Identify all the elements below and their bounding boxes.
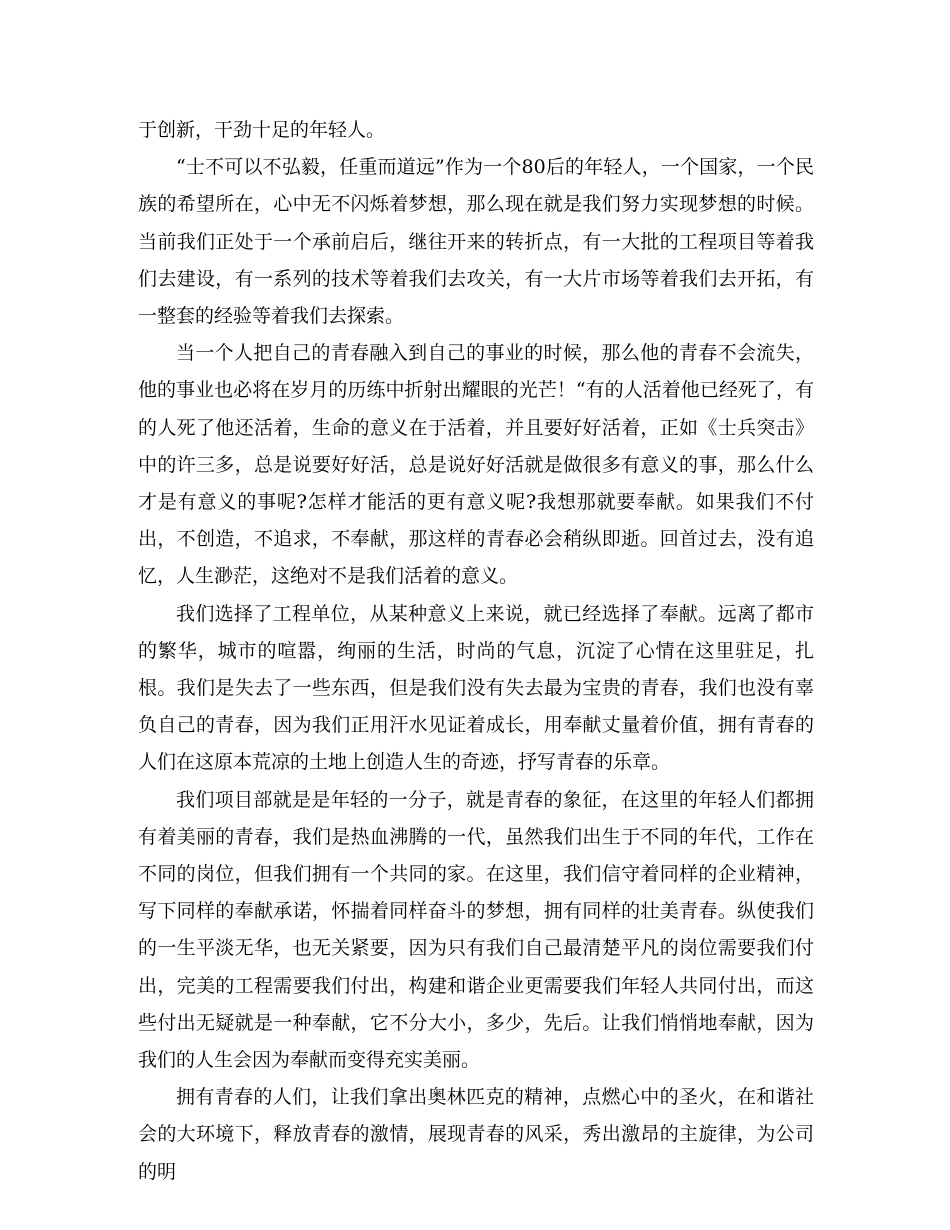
paragraph-4: 我们选择了工程单位，从某种意义上来说，就已经选择了奉献。远离了都市的繁华，城市的喧嚣，绚丽的生活，时尚的气息，沉淀了心情在这里驻足，扎根。我们是失去了一些东西，但是我们没有失去最为宝贵的青春，我们也没有辜负自己的青春，因为我们正用汗水见证着成长，用奉献丈量着价值，拥有青春的人们在这原本荒凉的土地上创造人生的奇迹，抒写青春的乐章。 — [138, 602, 814, 774]
paragraph-5: 我们项目部就是是年轻的一分子，就是青春的象征，在这里的年轻人们都拥有着美丽的青春，我们是热血沸腾的一代，虽然我们出生于不同的年代，工作在不同的岗位，但我们拥有一个共同的家。在这里，我们信守着同样的企业精神，写下同样的奉献承诺，怀揣着同样奋斗的梦想，拥有同样的壮美青春。纵使我们的一生平淡无华，也无关紧要，因为只有我们自己最清楚平凡的岗位需要我们付出，完美的工程需要我们付出，构建和谐企业更需要我们年轻人共同付出，而这些付出无疑就是一种奉献，它不分大小，多少，先后。让我们悄悄地奉献，因为我们的人生会因为奉献而变得充实美丽。 — [138, 788, 814, 1072]
paragraph-3: 当一个人把自己的青春融入到自己的事业的时候，那么他的青春不会流失，他的事业也必将在岁月的历练中折射出耀眼的光芒！“有的人活着他已经死了，有的人死了他还活着，生命的意义在于活着，并且要好好活着，正如《士兵突击》中的许三多，总是说要好好活，总是说好好活就是做很多有意义的事，那么什么才是有意义的事呢?怎样才能活的更有意义呢?我想那就要奉献。如果我们不付出，不创造，不追求，不奉献，那这样的青春必会稍纵即逝。回首过去，没有追忆，人生渺茫，这绝对不是我们活着的意义。 — [138, 342, 814, 588]
document-body — [138, 112, 814, 1191]
paragraph-6: 拥有青春的人们，让我们拿出奥林匹克的精神，点燃心中的圣火，在和谐社会的大环境下，释放青春的激情，展现青春的风采，秀出激昂的主旋律，为公司的明 — [138, 1086, 814, 1183]
paragraph-2: “士不可以不弘毅，任重而道远”作为一个80后的年轻人，一个国家，一个民族的希望所在，心中无不闪烁着梦想，那么现在就是我们努力实现梦想的时候。当前我们正处于一个承前启后，继往开来的转折点，有一大批的工程项目等着我们去建设，有一系列的技术等着我们去攻关，有一大片市场等着我们去开拓，有一整套的经验等着我们去探索。 — [138, 156, 814, 328]
paragraph-1: 于创新，干劲十足的年轻人。 — [138, 119, 386, 141]
